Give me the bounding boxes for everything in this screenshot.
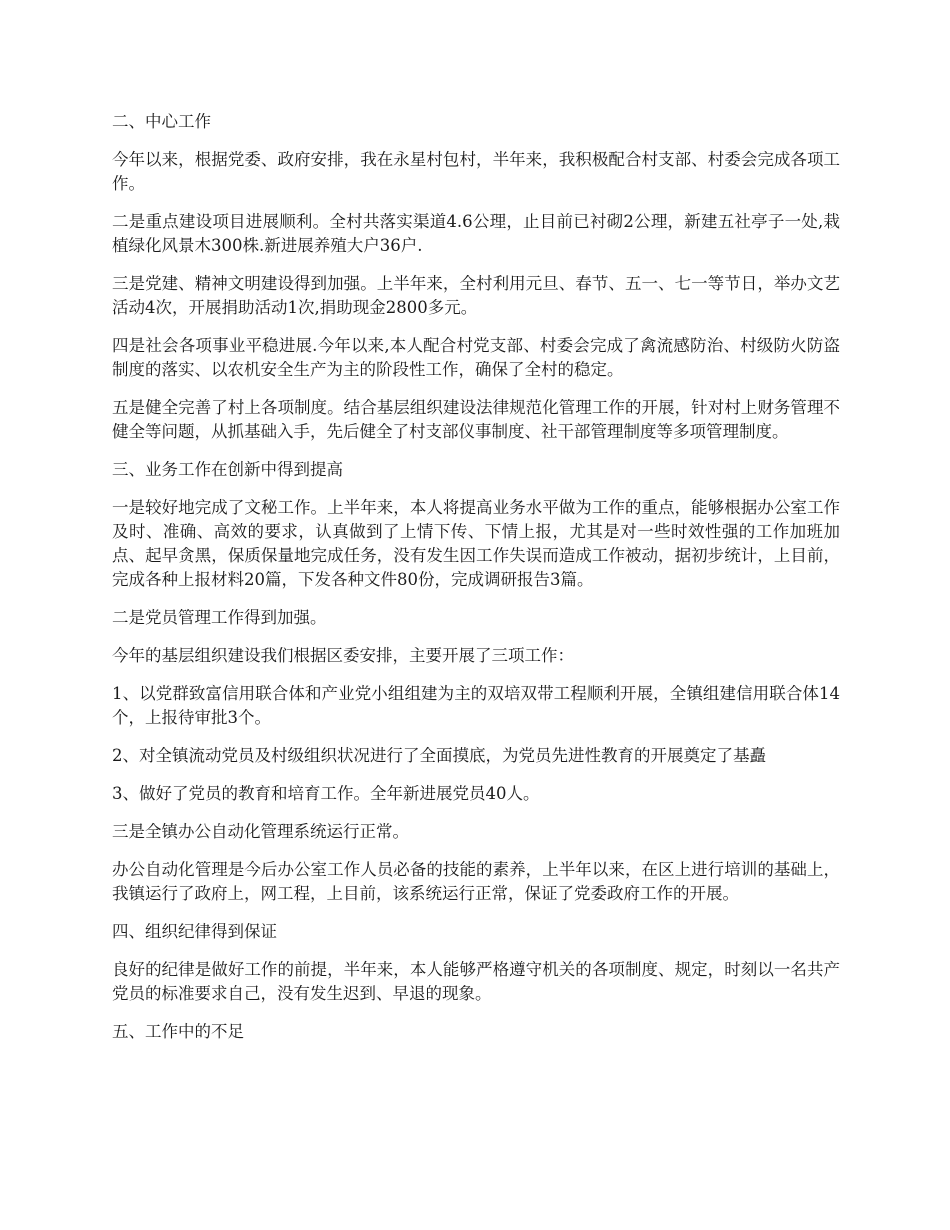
section-heading-shortcomings: 五、工作中的不足 xyxy=(112,1022,244,1041)
paragraph: 三是党建、精神文明建设得到加强。上半年来，全村利用元旦、春节、五一、七一等节日，举办文艺活动4次，开展捐助活动1次,捐助现金2800多元。 xyxy=(112,274,840,317)
list-item: 2、对全镇流动党员及村级组织状况进行了全面摸底，为党员先进性教育的开展奠定了基矗 xyxy=(112,746,766,765)
paragraph: 五是健全完善了村上各项制度。结合基层组织建设法律规范化管理工作的开展，针对村上财务管理不健全等问题，从抓基础入手，先后健全了村支部仪事制度、社干部管理制度等多项管理制度。 xyxy=(112,398,840,441)
paragraph: 今年的基层组织建设我们根据区委安排，主要开展了三项工作： xyxy=(112,646,574,665)
paragraph: 办公自动化管理是今后办公室工作人员必备的技能的素养，上半年以来，在区上进行培训的基础上，我镇运行了政府上，网工程，上目前，该系统运行正常，保证了党委政府工作的开展。 xyxy=(112,860,840,903)
paragraph: 今年以来，根据党委、政府安排，我在永星村包村，半年来，我积极配合村支部、村委会完成各项工作。 xyxy=(112,150,840,193)
paragraph: 二是党员管理工作得到加强。 xyxy=(112,608,327,627)
section-heading-central-work: 二、中心工作 xyxy=(112,112,211,131)
list-item: 1、以党群致富信用联合体和产业党小组组建为主的双培双带工程顺利开展，全镇组建信用联合体14个，上报待审批3个。 xyxy=(112,684,840,727)
paragraph: 三是全镇办公自动化管理系统运行正常。 xyxy=(112,822,409,841)
paragraph: 一是较好地完成了文秘工作。上半年来，本人将提高业务水平做为工作的重点，能够根据办公室工作及时、准确、高效的要求，认真做到了上情下传、下情上报，尤其是对一些时效性强的工作加班加点、起早贪黑，保质保量地完成任务，没有发生因工作失误而造成工作被动，据初步统计，上目前，完成各种上报材料20篇，下发各种文件80份，完成调研报告3篇。 xyxy=(112,498,840,589)
section-heading-business-work: 三、业务工作在创新中得到提高 xyxy=(112,460,343,479)
section-heading-discipline: 四、组织纪律得到保证 xyxy=(112,922,277,941)
list-item: 3、做好了党员的教育和培育工作。全年新进展党员40人。 xyxy=(112,784,540,803)
paragraph: 四是社会各项事业平稳进展.今年以来,本人配合村党支部、村委会完成了禽流感防治、村级防火防盗制度的落实、以农机安全生产为主的阶段性工作，确保了全村的稳定。 xyxy=(112,336,840,379)
paragraph: 良好的纪律是做好工作的前提，半年来，本人能够严格遵守机关的各项制度、规定，时刻以一名共产党员的标准要求自己，没有发生迟到、早退的现象。 xyxy=(112,960,840,1003)
document-body xyxy=(112,110,840,1058)
paragraph: 二是重点建设项目进展顺利。全村共落实渠道4.6公理，止目前已衬砌2公理，新建五社亭子一处,栽植绿化风景木300株.新进展养殖大户36户. xyxy=(112,212,840,255)
